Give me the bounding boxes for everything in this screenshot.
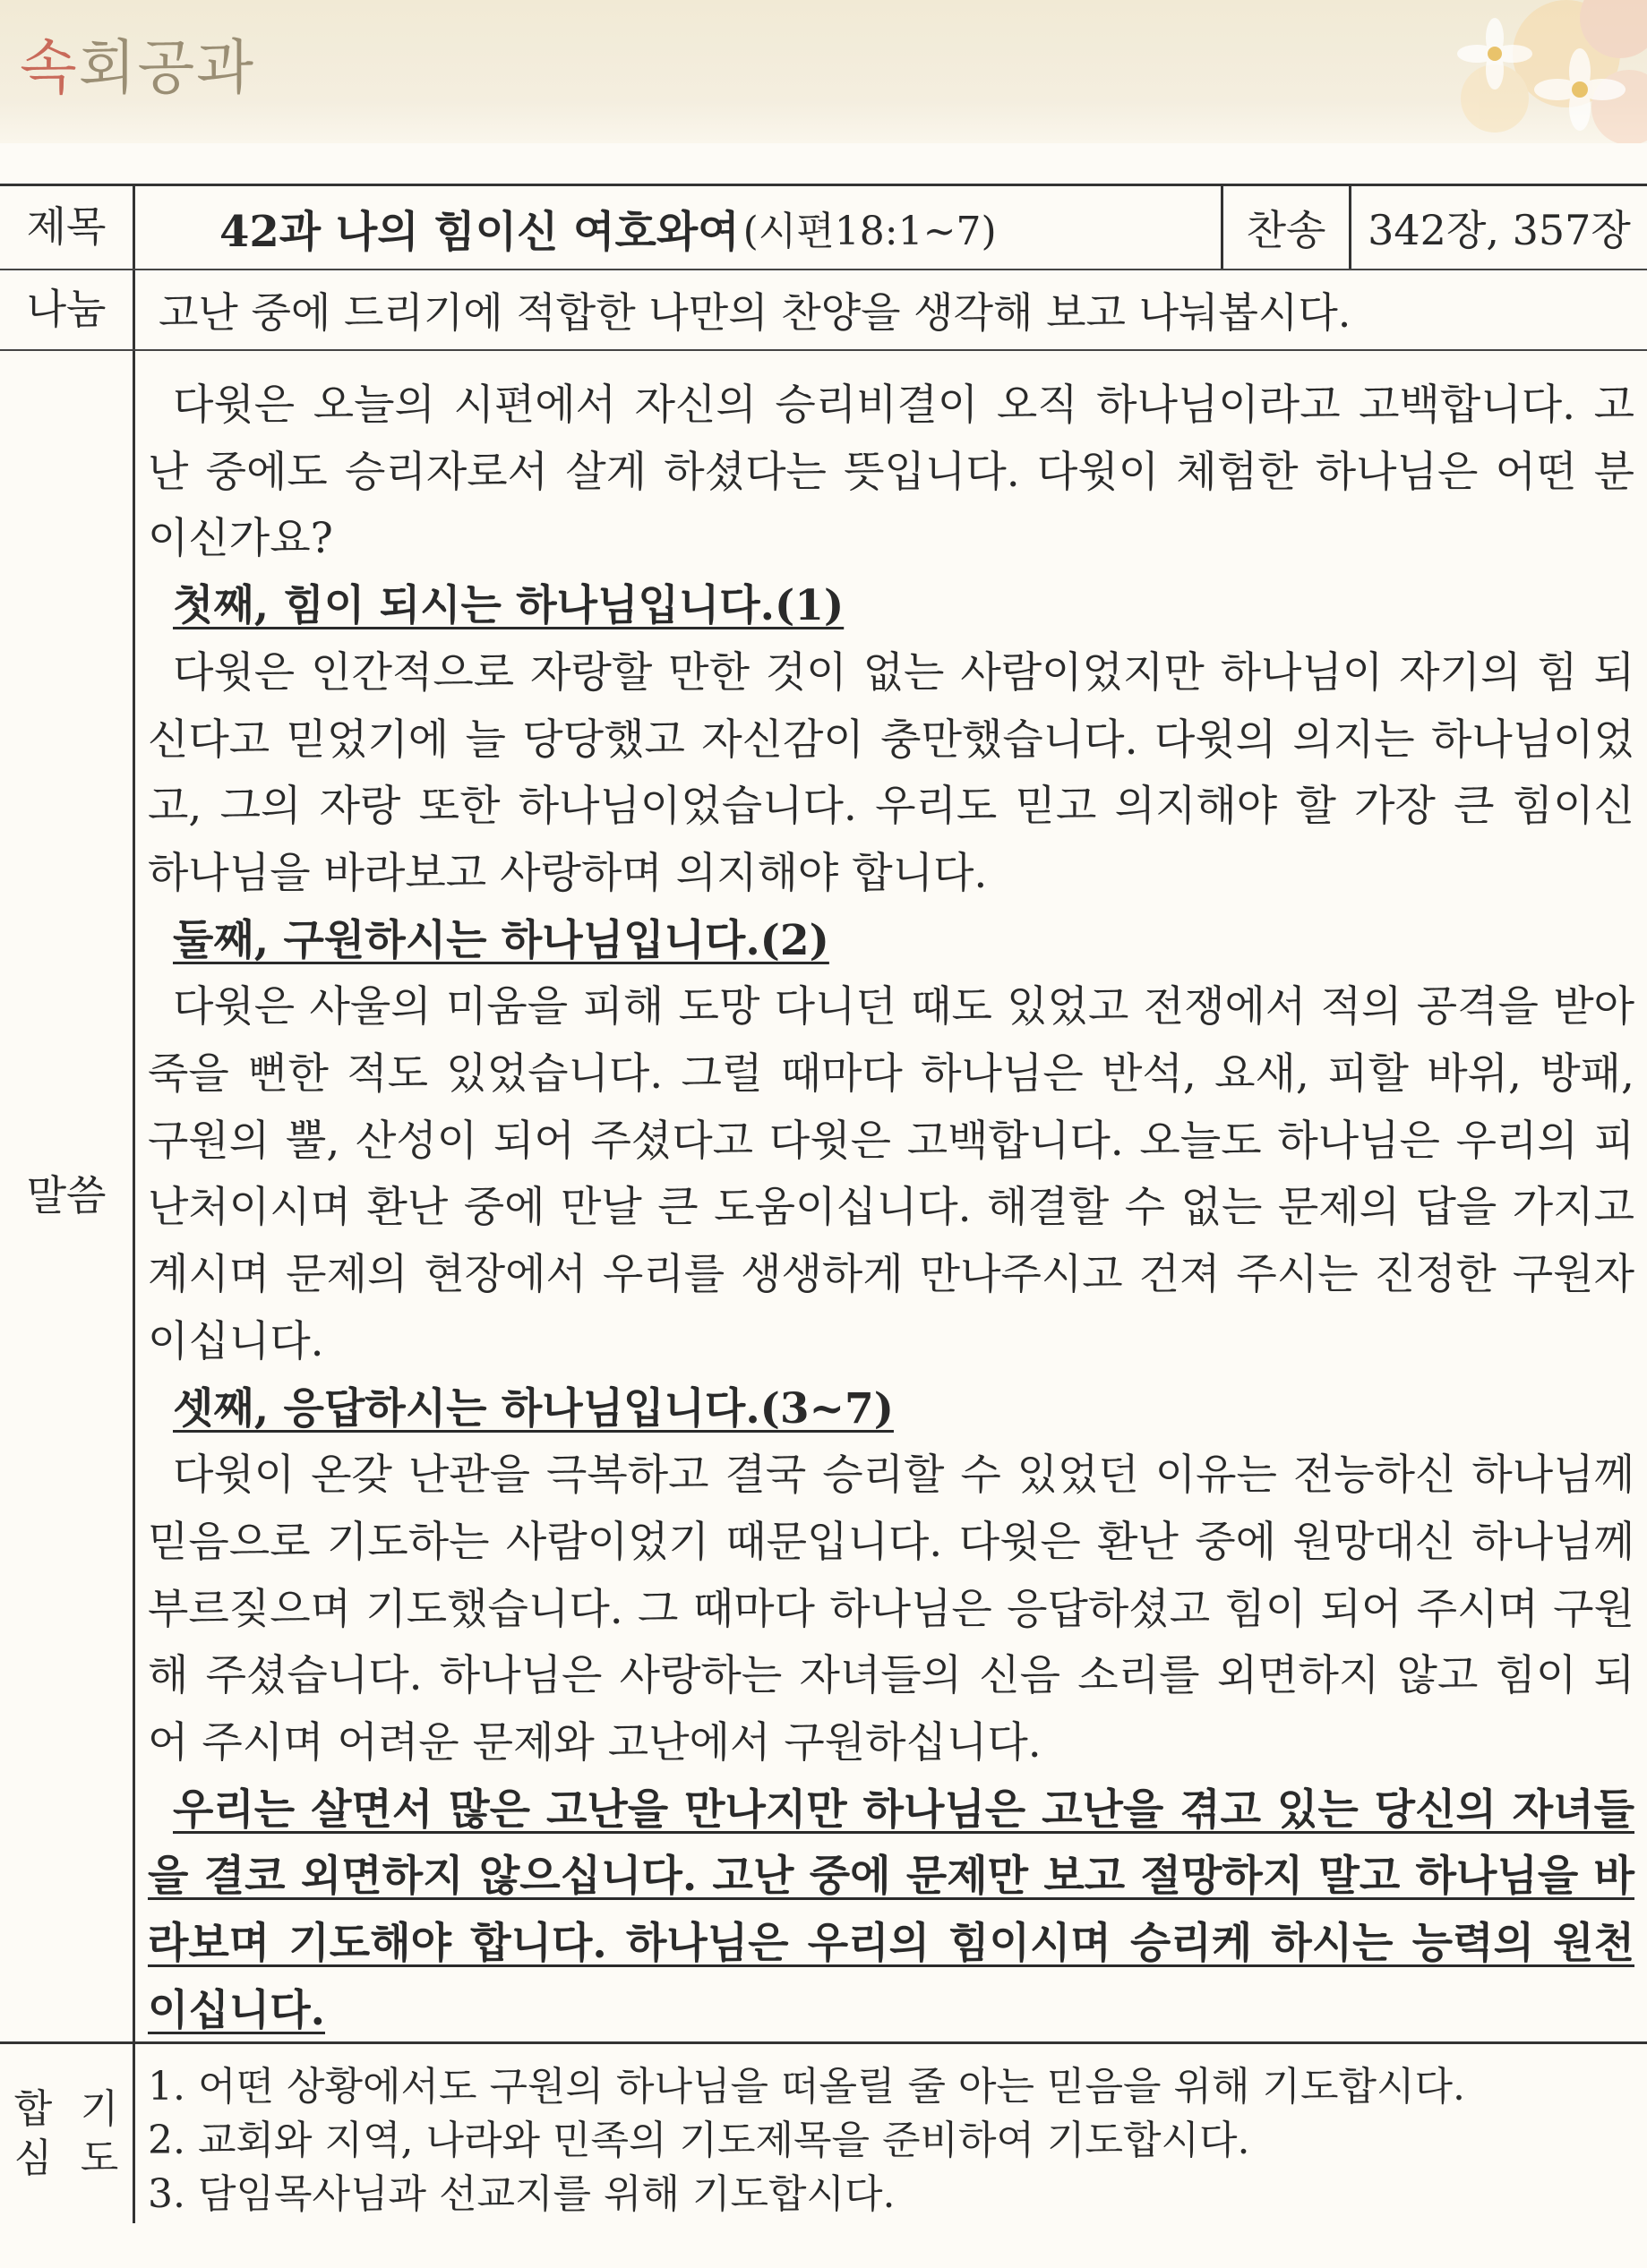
- prayer-row: [0, 2044, 1647, 2223]
- title-label: 제목: [0, 186, 135, 269]
- prayer-item: 2. 교회와 지역, 나라와 민족의 기도제목을 준비하여 기도합시다.: [148, 2118, 1250, 2163]
- section-paragraph-3: 다윗이 온갖 난관을 극복하고 결국 승리할 수 있었던 이유는 전능하신 하나님께 믿음으로 기도하는 사람이었기 때문입니다. 다윗은 환난 중에 원망대신 하나님께 부르짖으며 기도했습니다. 그 때마다 하나님은 응답하셨고 힘이 되어 주시며 구원해 주셨습니다. 하나님은 사랑하는 자녀들의 신음 소리를 외면하지 않고 힘이 되어 주시며 어려운 문제와 고난에서 구원하십니다.: [148, 1451, 1634, 1768]
- prayer-label-line1: 합심: [13, 2086, 53, 2181]
- title-row: [0, 186, 1647, 270]
- hymn-value: 342장, 357장: [1368, 206, 1631, 254]
- banner-title-rest: 회공과: [78, 33, 256, 102]
- title-cell: [135, 186, 1221, 269]
- share-row: [0, 270, 1647, 351]
- word-body: [135, 351, 1647, 2041]
- share-label: 나눔: [0, 270, 135, 349]
- scripture-reference: (시편18:1~7): [742, 209, 997, 254]
- word-label: 말씀: [0, 351, 135, 2041]
- prayer-item: 3. 담임목사님과 선교지를 위해 기도합시다.: [148, 2171, 896, 2217]
- lesson-sheet: [0, 184, 1647, 2223]
- section-heading-2: 둘째, 구원하시는 하나님입니다.(2): [173, 915, 829, 965]
- section-heading-1: 첫째, 힘이 되시는 하나님입니다.(1): [173, 581, 845, 631]
- prayer-list: [135, 2044, 1647, 2223]
- hymn-label: 찬송: [1221, 186, 1351, 269]
- header-banner: [0, 0, 1647, 143]
- banner-title: [20, 20, 255, 105]
- word-row: [0, 351, 1647, 2044]
- lesson-title: 42과 나의 힘이신 여호와여: [219, 206, 740, 257]
- conclusion-paragraph: 우리는 살면서 많은 고난을 만나지만 하나님은 고난을 겪고 있는 당신의 자녀들을 결코 외면하지 않으십니다. 고난 중에 문제만 보고 절망하지 말고 하나님을 바라보며 기도해야 합니다. 하나님은 우리의 힘이시며 승리케 하시는 능력의 원천이십니다.: [148, 1784, 1634, 2035]
- section-paragraph-1: 다윗은 인간적으로 자랑할 만한 것이 없는 사람이었지만 하나님이 자기의 힘 되신다고 믿었기에 늘 당당했고 자신감이 충만했습니다. 다윗의 의지는 하나님이었고, 그의 자랑 또한 하나님이었습니다. 우리도 믿고 의지해야 할 가장 큰 힘이신 하나님을 바라보고 사랑하며 의지해야 합니다.: [148, 647, 1634, 898]
- flower-decoration-icon: [1271, 0, 1647, 143]
- intro-paragraph: 다윗은 오늘의 시편에서 자신의 승리비결이 오직 하나님이라고 고백합니다. 고난 중에도 승리자로서 살게 하셨다는 뜻입니다. 다윗이 체험한 하나님은 어떤 분이신가요?: [148, 381, 1634, 564]
- prayer-label-line2: 기도: [80, 2086, 119, 2181]
- banner-title-first: 속: [20, 33, 79, 102]
- prayer-label: [0, 2044, 135, 2223]
- share-text: 고난 중에 드리기에 적합한 나만의 찬양을 생각해 보고 나눠봅시다.: [159, 288, 1351, 337]
- prayer-item: 1. 어떤 상황에서도 구원의 하나님을 떠올릴 줄 아는 믿음을 위해 기도합시다.: [148, 2064, 1465, 2110]
- section-heading-3: 셋째, 응답하시는 하나님입니다.(3~7): [173, 1383, 894, 1434]
- section-paragraph-2: 다윗은 사울의 미움을 피해 도망 다니던 때도 있었고 전쟁에서 적의 공격을 받아 죽을 뻔한 적도 있었습니다. 그럴 때마다 하나님은 반석, 요새, 피할 바위, 방패, 구원의 뿔, 산성이 되어 주셨다고 다윗은 고백합니다. 오늘도 하나님은 우리의 피난처이시며 환난 중에 만날 큰 도움이십니다. 해결할 수 없는 문제의 답을 가지고 계시며 문제의 현장에서 우리를 생생하게 만나주시고 건져 주시는 진정한 구원자이십니다.: [148, 982, 1634, 1366]
